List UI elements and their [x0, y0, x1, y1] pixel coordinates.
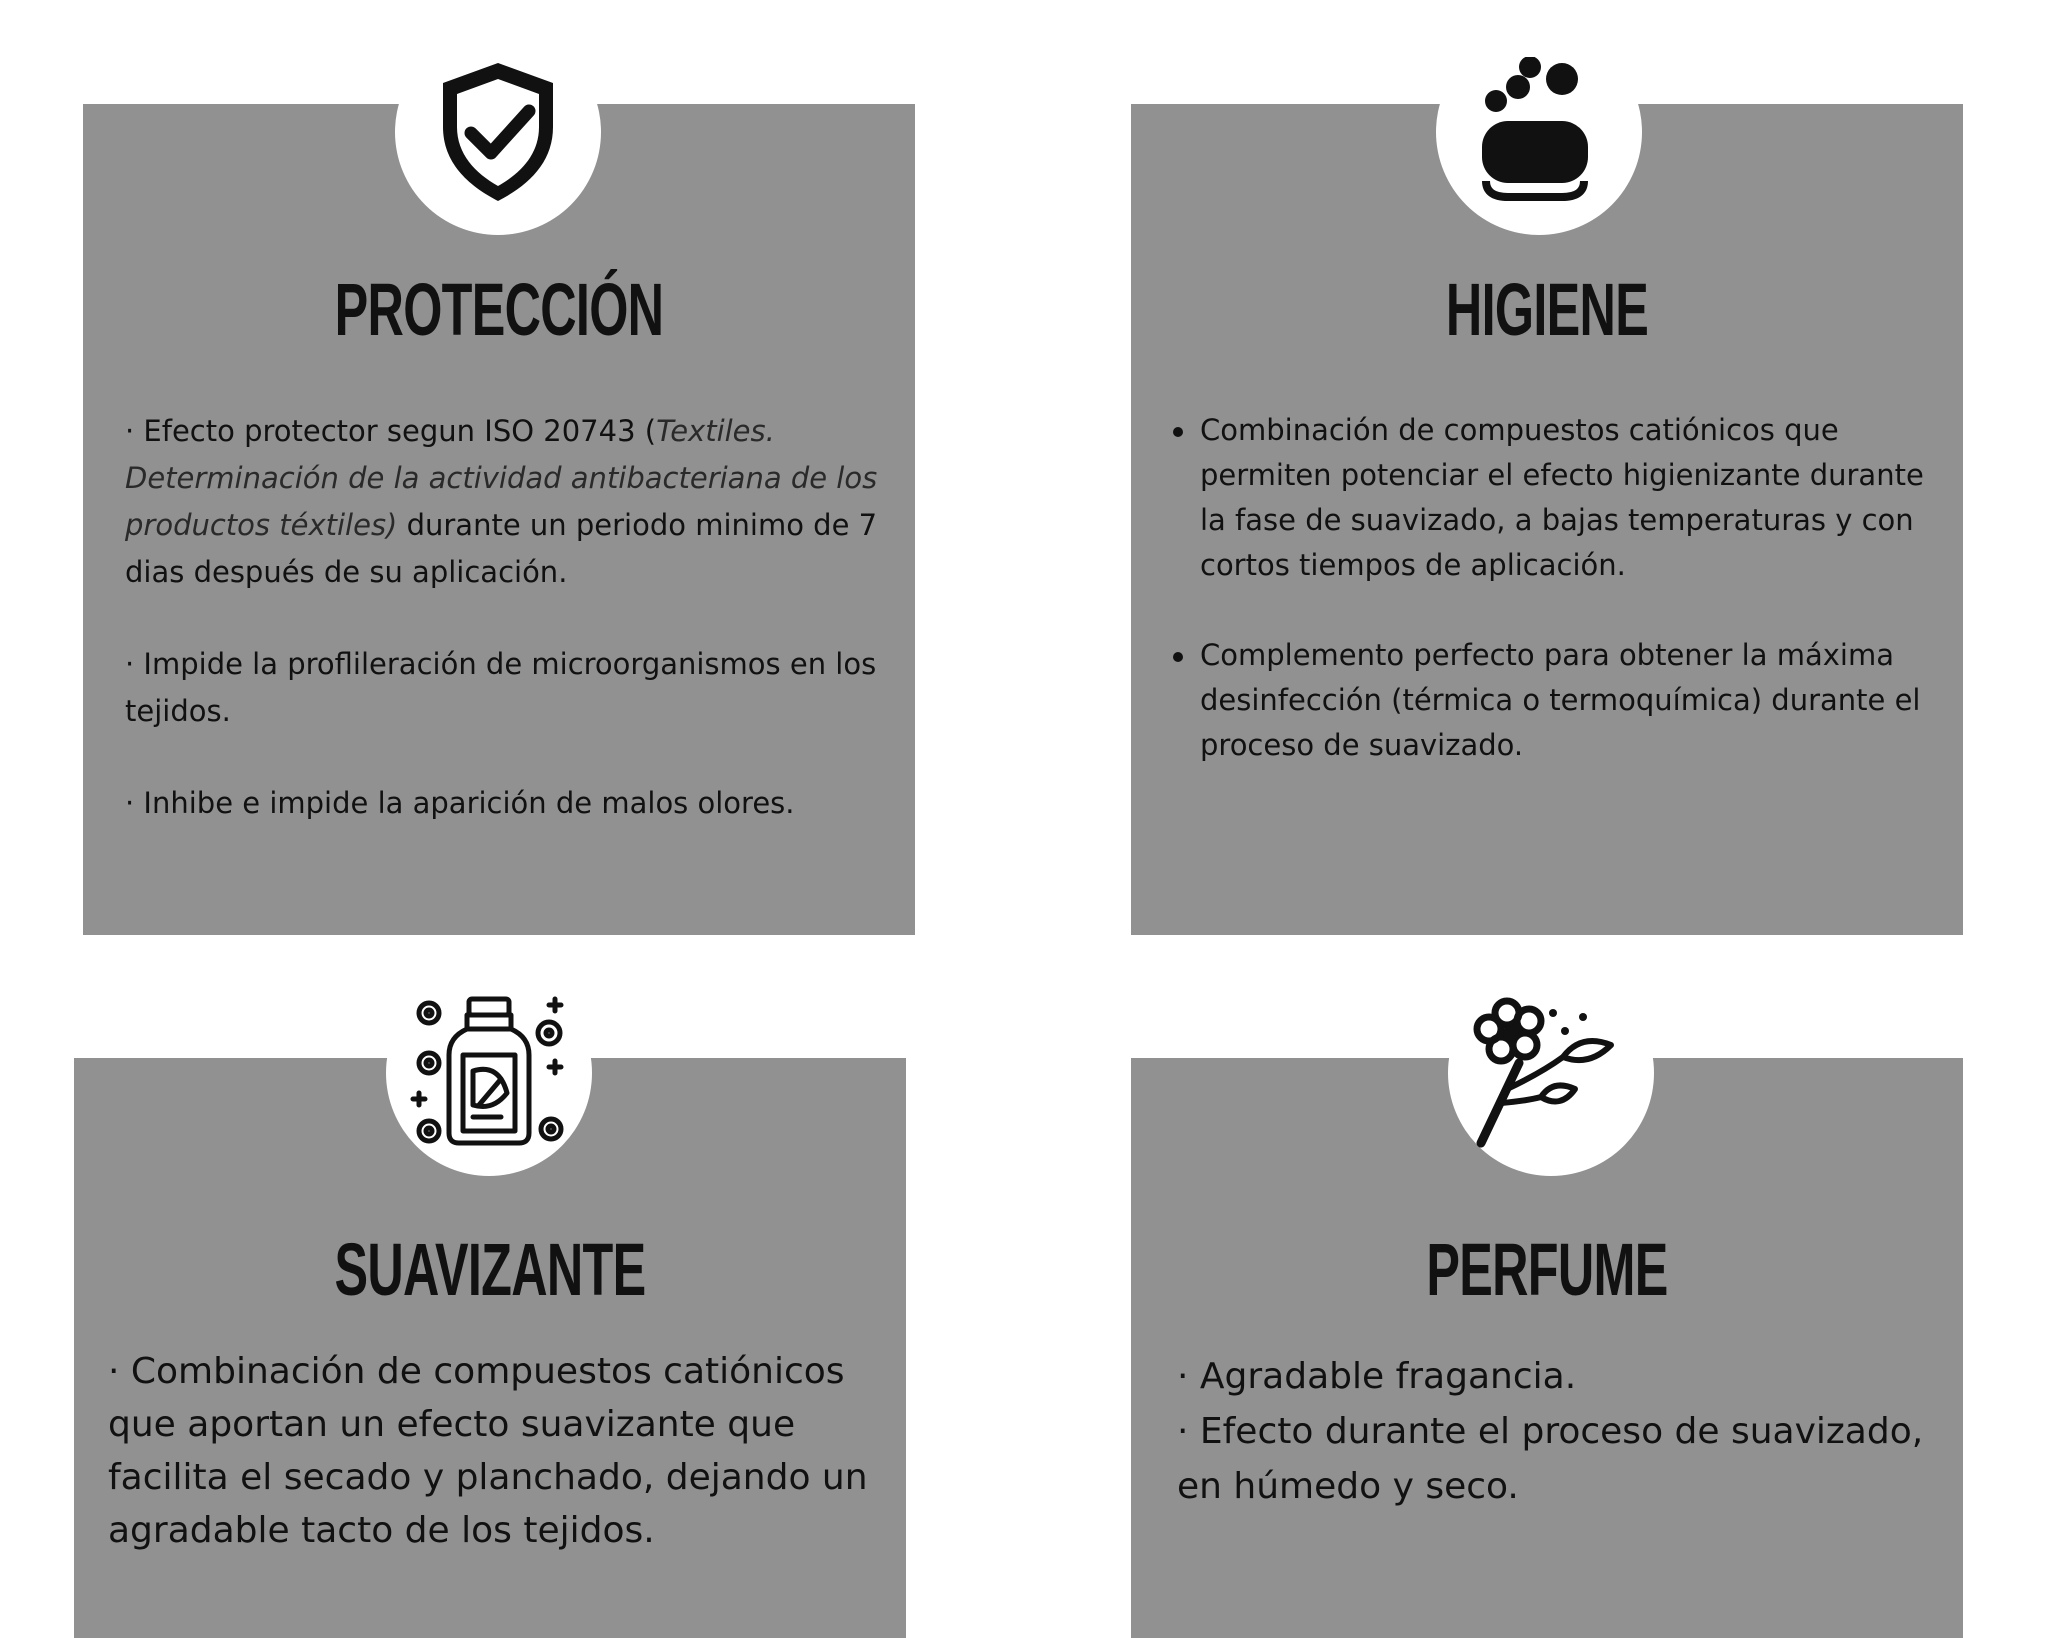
suavizante-text: · Combinación de compuestos catiónicos que aportan un efecto suavizante que facilita el secado y planchado, dejando un agradable tacto de los tejidos.	[108, 1351, 868, 1551]
proteccion-p1-start: · Efecto protector segun ISO 20743 (	[125, 414, 657, 448]
perfume-text	[1177, 1349, 1937, 1514]
badge-higiene	[1436, 29, 1642, 235]
proteccion-paragraph-1	[125, 408, 905, 596]
shield-check-icon	[433, 57, 563, 207]
softener-bottle-icon	[409, 993, 569, 1153]
perfume-line-2: · Efecto durante el proceso de suavizado, en húmedo y seco.	[1177, 1411, 1924, 1507]
badge-suavizante	[386, 970, 592, 1176]
title-suavizante: SUAVIZANTE	[334, 1228, 646, 1311]
list-item: Complemento perfecto para obtener la máxima desinfección (térmica o termoquímica) durante el proceso de suavizado.	[1200, 633, 1940, 768]
soap-bubbles-icon	[1474, 57, 1604, 207]
title-proteccion: PROTECCIÓN	[334, 268, 664, 351]
badge-proteccion	[395, 29, 601, 235]
title-higiene: HIGIENE	[1445, 268, 1649, 351]
higiene-list	[1200, 408, 1940, 768]
list-item: Combinación de compuestos catiónicos que permiten potenciar el efecto higienizante durante la fase de suavizado, a bajas temperaturas y con cortos tiempos de aplicación.	[1200, 408, 1940, 588]
higiene-text	[1200, 408, 1940, 813]
proteccion-paragraph-2: · Impide la proflileración de microorganismos en los tejidos.	[125, 647, 877, 728]
perfume-line-1: · Agradable fragancia.	[1177, 1356, 1577, 1397]
proteccion-paragraph-3: · Inhibe e impide la aparición de malos olores.	[125, 786, 795, 820]
proteccion-p1-end: durante un periodo minimo de 7 dias después de su aplicación.	[125, 508, 878, 589]
badge-perfume	[1448, 970, 1654, 1176]
title-perfume: PERFUME	[1426, 1228, 1668, 1311]
flower-branch-icon	[1471, 993, 1631, 1153]
proteccion-p1-italic: Textiles. Determinación de la actividad antibacteriana de los productos téxtiles)	[125, 414, 878, 542]
proteccion-text	[125, 408, 905, 872]
